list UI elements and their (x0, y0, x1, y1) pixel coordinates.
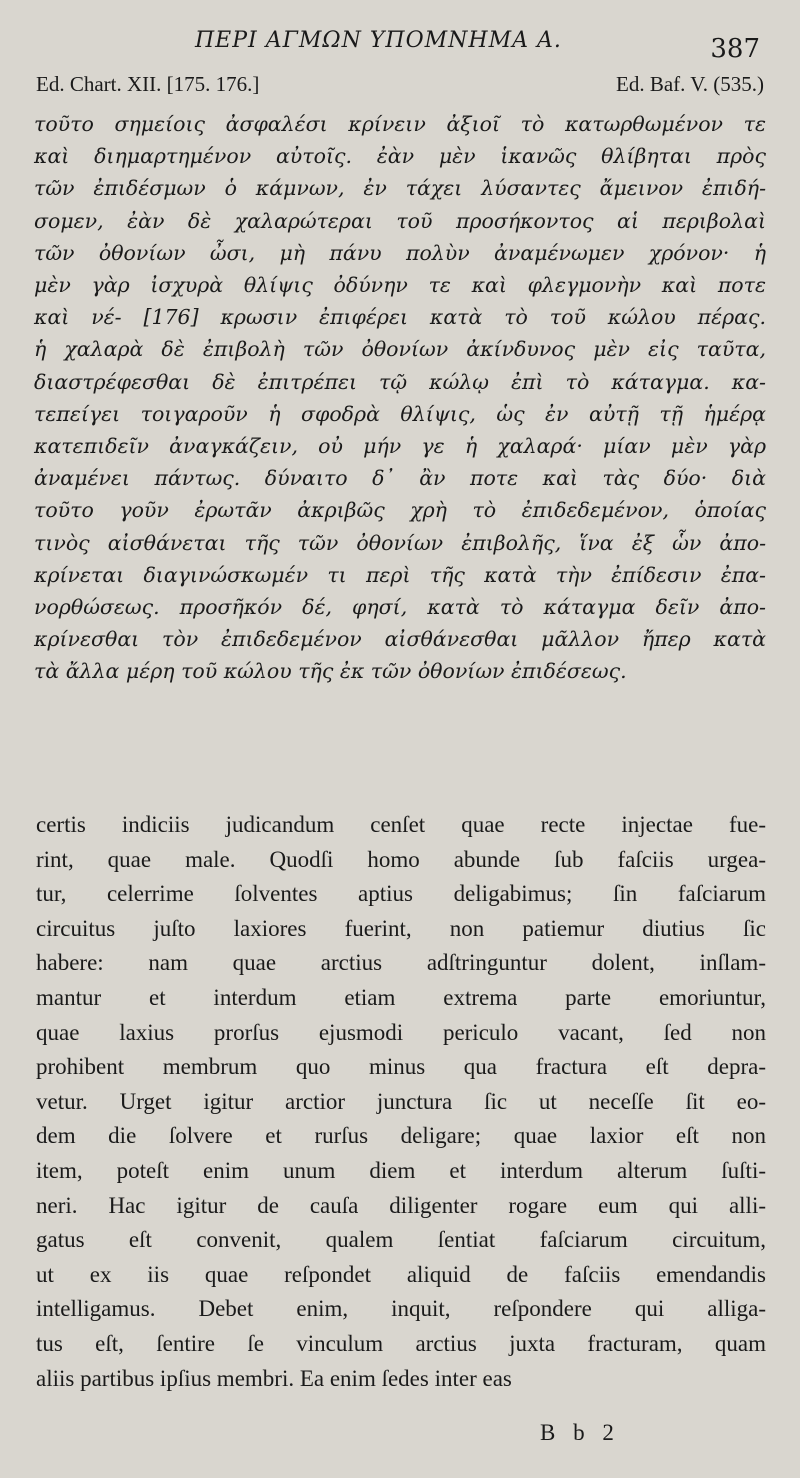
page-number: 387 (710, 34, 760, 64)
text-line: quae laxius prorſus ejusmodi periculo vacant, ſed non (36, 1019, 766, 1045)
text-line: vetur. Urget igitur arctior junctura ſic ut neceſſe ſit eo- (36, 1088, 766, 1114)
text-line: gatus eſt convenit, qualem ſentiat faſciarum circuitum, (36, 1227, 766, 1253)
text-line: rint, quae male. Quodſi homo abunde ſub faſciis urgea- (36, 846, 766, 872)
text-line: νορθώσεως. προσῆκόν δέ, φησί, κατὰ τὸ κάταγμα δεῖν ἀπο- (34, 595, 766, 620)
text-line: item, poteſt enim unum diem et interdum alterum ſuſti- (36, 1157, 766, 1183)
text-line: aliis partibus ipſius membri. Ea enim ſedes inter eas (36, 1365, 512, 1391)
text-line: τὰ ἄλλα μέρη τοῦ κώλου τῆς ἐκ τῶν ὀθονίων ἐπιδέσεως. (34, 659, 627, 684)
text-line: tur, celerrime ſolventes aptius deligabimus; ſin faſciarum (36, 881, 766, 907)
text-line: tus eſt, ſentire ſe vinculum arctius juxta fracturam, quam (36, 1330, 766, 1356)
text-line: ἡ χαλαρὰ δὲ ἐπιβολὴ τῶν ὀθονίων ἀκίνδυνος μὲν εἰς ταῦτα, (34, 337, 766, 362)
text-line: ἀναμένει πάντως. δύναιτο δ᾽ ἂν ποτε καὶ τὰς δύο· διὰ (34, 466, 766, 491)
text-line: dem die ſolvere et rurſus deligare; quae laxior eſt non (36, 1123, 766, 1149)
text-line: τῶν ἐπιδέσμων ὁ κάμνων, ἐν τάχει λύσαντες ἄμεινον ἐπιδή- (34, 176, 766, 201)
edition-chart: Ed. Chart. XII. [175. 176.] (36, 72, 260, 96)
text-line: habere: nam quae arctius adſtringuntur dolent, inſlam- (36, 950, 766, 976)
text-line: σομεν, ἐὰν δὲ χαλαρώτεραι τοῦ προσήκοντος αἱ περιβολαὶ (34, 208, 766, 233)
text-line: τινὸς αἰσθάνεται τῆς τῶν ὀθονίων ἐπιβολῆς, ἵνα ἐξ ὧν ἀπο- (34, 530, 766, 555)
greek-text-block (34, 108, 766, 688)
text-line: διαστρέφεσθαι δὲ ἐπιτρέπει τῷ κώλῳ ἐπὶ τὸ κάταγμα. κα- (34, 369, 766, 394)
text-line: κρίνεται διαγινώσκωμέν τι περὶ τῆς κατὰ τὴν ἐπίδεσιν ἐπα- (34, 562, 766, 587)
text-line: κρίνεσθαι τὸν ἐπιδεδεμένον αἰσθάνεσθαι μᾶλλον ἤπερ κατὰ (34, 627, 766, 652)
text-line: τοῦτο γοῦν ἐρωτᾶν ἀκριβῶς χρὴ τὸ ἐπιδεδεμένον, ὁποίας (34, 498, 766, 523)
text-line: καὶ διημαρτημένον αὐτοῖς. ἐὰν μὲν ἱκανῶς θλίβηται πρὸς (34, 144, 766, 169)
edition-basel: Ed. Baf. V. (535.) (616, 72, 764, 96)
text-line: καὶ νέ- [176] κρωσιν ἐπιφέρει κατὰ τὸ τοῦ κώλου πέρας. (34, 305, 766, 330)
text-line: τοῦτο σημείοις ἀσφαλέσι κρίνειν ἀξιοῖ τὸ κατωρθωμένον τε (34, 112, 766, 136)
running-title: ΠΕΡΙ ΑΓΜΩΝ ΥΠΟΜΝΗΜΑ Α. (195, 28, 562, 53)
text-line: neri. Hac igitur de cauſa diligenter rogare eum qui alli- (36, 1192, 766, 1218)
text-line: circuitus juſto laxiores fuerint, non patiemur diutius ſic (36, 915, 766, 941)
signature-mark: B b 2 (540, 1420, 620, 1445)
text-line: intelligamus. Debet enim, inquit, reſpondere qui alliga- (36, 1296, 766, 1322)
text-line: μὲν γὰρ ἰσχυρὰ θλίψις ὀδύνην τε καὶ φλεγμονὴν καὶ ποτε (34, 273, 766, 298)
edition-line (36, 72, 764, 97)
latin-text-block (36, 808, 766, 1396)
text-line: mantur et interdum etiam extrema parte emoriuntur, (36, 984, 766, 1010)
text-line: prohibent membrum quo minus qua fractura eſt depra- (36, 1054, 766, 1080)
text-line: ut ex iis quae reſpondet aliquid de faſciis emendandis (36, 1261, 766, 1287)
text-line: certis indiciis judicandum cenſet quae recte injectae fue- (36, 812, 766, 837)
text-line: τῶν ὀθονίων ὦσι, μὴ πάνυ πολὺν ἀναμένωμεν χρόνον· ἡ (34, 240, 766, 265)
text-line: τεπείγει τοιγαροῦν ἡ σφοδρὰ θλίψις, ὡς ἐν αὐτῇ τῇ ἡμέρᾳ (34, 401, 766, 426)
text-line: κατεπιδεῖν ἀναγκάζειν, οὐ μήν γε ἡ χαλαρά· μίαν μὲν γὰρ (34, 434, 766, 459)
